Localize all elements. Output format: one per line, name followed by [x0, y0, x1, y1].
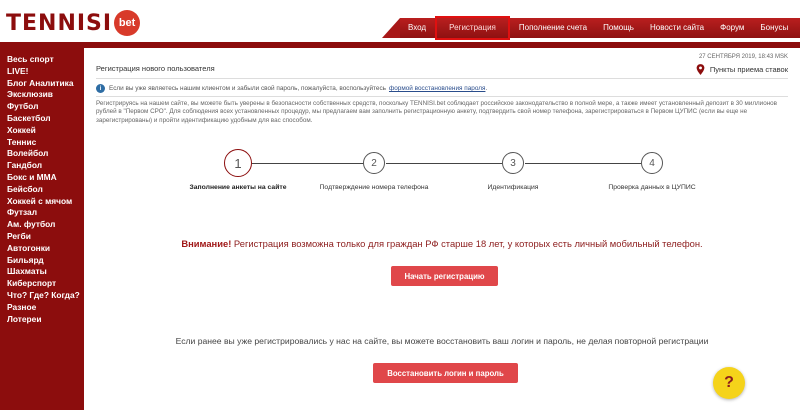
- info-text: Если вы уже являетесь нашим клиентом и забыли свой пароль, пожалуйста, воспользуйтесь: [109, 85, 386, 92]
- sidebar-item-volleyball[interactable]: Волейбол: [7, 148, 49, 159]
- nav-deposit[interactable]: Пополнение счета: [518, 23, 588, 32]
- step-3-circle: 3: [502, 152, 524, 174]
- warning-text: Регистрация возможна только для граждан РФ старше 18 лет, у которых есть личный мобильный телефон.: [231, 238, 703, 249]
- sidebar-item-rugby[interactable]: Регби: [7, 230, 31, 241]
- step-connector: [525, 163, 641, 164]
- start-registration-button[interactable]: Начать регистрацию: [391, 266, 498, 286]
- sidebar-item-tennis[interactable]: Теннис: [7, 136, 37, 147]
- step-3-label: Идентификация: [487, 184, 539, 191]
- sidebar-item-hockey[interactable]: Хоккей: [7, 124, 36, 135]
- divider: [96, 78, 788, 79]
- logo-badge: bet: [114, 10, 140, 36]
- password-recovery-link[interactable]: формой восстановления пароля: [388, 85, 486, 92]
- sidebar-item-what-where-when[interactable]: Что? Где? Когда?: [7, 289, 80, 300]
- info-icon: i: [96, 84, 105, 93]
- help-button[interactable]: ?: [713, 367, 745, 399]
- map-pin-icon: [696, 64, 705, 75]
- top-navigation: [400, 18, 800, 38]
- step-1-label: Заполнение анкеты на сайте: [189, 184, 287, 191]
- age-warning: [84, 238, 800, 249]
- restore-hint: Если ранее вы уже регистрировались у нас на сайте, вы можете восстановить ваш логин и пароль, не делая повторной регистрации: [175, 336, 709, 346]
- sidebar-item-bandy[interactable]: Хоккей с мячом: [7, 195, 73, 206]
- step-connector: [386, 163, 502, 164]
- server-datetime: 27 СЕНТЯБРЯ 2019, 18:43 MSK: [698, 54, 788, 60]
- info-end: .: [485, 85, 488, 92]
- sidebar-item-motorsport[interactable]: Автогонки: [7, 242, 51, 253]
- sidebar-item-all-sports[interactable]: Весь спорт: [7, 54, 54, 64]
- nav-registration[interactable]: Регистрация: [437, 18, 508, 38]
- sidebar-item-basketball[interactable]: Баскетбол: [7, 112, 51, 123]
- warning-strong: Внимание!: [181, 238, 232, 249]
- step-2-label: Подтверждение номера телефона: [319, 184, 429, 191]
- step-4-label: Проверка данных в ЦУПИС: [608, 184, 696, 191]
- password-recovery-notice: [96, 84, 487, 93]
- pickup-points-link[interactable]: [696, 64, 788, 75]
- sidebar-item-american-football[interactable]: Ам. футбол: [7, 219, 56, 230]
- sports-sidebar: [0, 48, 84, 410]
- logo-text: TENNISI: [6, 10, 113, 36]
- nav-forum[interactable]: Форум: [720, 23, 745, 32]
- sidebar-item-chess[interactable]: Шахматы: [7, 266, 47, 277]
- nav-help[interactable]: Помощь: [603, 23, 634, 32]
- step-1-circle: 1: [224, 149, 252, 177]
- nav-login[interactable]: Вход: [408, 23, 427, 32]
- nav-bonuses[interactable]: Бонусы: [760, 23, 789, 32]
- sidebar-item-lotteries[interactable]: Лотереи: [7, 313, 42, 324]
- sidebar-item-blog[interactable]: Блог Аналитика: [7, 77, 74, 88]
- pickup-points-label: Пункты приема ставок: [709, 65, 788, 74]
- sidebar-item-exclusive[interactable]: Эксклюзив: [7, 89, 53, 100]
- sidebar-item-futsal[interactable]: Футзал: [7, 207, 38, 218]
- page-title: Регистрация нового пользователя: [96, 64, 215, 73]
- sidebar-item-football[interactable]: Футбол: [7, 101, 39, 112]
- header: [0, 0, 800, 48]
- divider: [96, 96, 788, 97]
- sidebar-item-baseball[interactable]: Бейсбол: [7, 183, 43, 194]
- step-4-circle: 4: [641, 152, 663, 174]
- sidebar-item-billiards[interactable]: Бильярд: [7, 254, 44, 265]
- nav-news[interactable]: Новости сайта: [649, 23, 705, 32]
- step-2-circle: 2: [363, 152, 385, 174]
- sidebar-item-boxing-mma[interactable]: Бокс и ММА: [7, 171, 57, 182]
- registration-description: Регистрируясь на нашем сайте, вы можете быть уверены в безопасности собственных средств, поскольку TENNISI.bet соблюдает российское законодательство в полной мере, а также имеет установленный депозит в 30 миллионов рублей в "Первом СРО". Для соблюдения всех установленных процедур, мы предлагаем вам заполнить регистрационную анкету, подтвердить свой номер телефона, зарегистрироваться в Первом ЦУПИС (если вы еще не зарегистрированы) и пройти идентификацию удобным для вас способом.: [96, 100, 778, 124]
- step-connector: [252, 163, 374, 164]
- restore-credentials-button[interactable]: Восстановить логин и пароль: [373, 363, 518, 383]
- sidebar-item-live[interactable]: LIVE!: [7, 65, 29, 76]
- sidebar-item-esports[interactable]: Киберспорт: [7, 278, 57, 289]
- main-content: [84, 48, 800, 410]
- sidebar-item-misc[interactable]: Разное: [7, 301, 37, 312]
- registration-steps: [84, 146, 800, 206]
- logo[interactable]: [6, 10, 140, 36]
- sidebar-item-handball[interactable]: Гандбол: [7, 160, 43, 171]
